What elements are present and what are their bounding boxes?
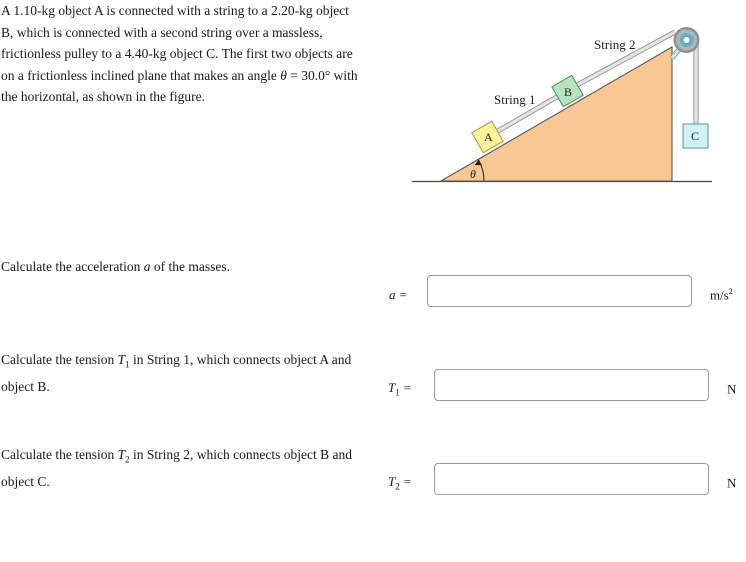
unit-tension-1: N <box>727 381 737 397</box>
tension-1-input[interactable] <box>434 369 709 401</box>
unit-acceleration: $m/s^2$ <box>710 287 733 303</box>
label-t1: $T_1$ = <box>388 380 412 398</box>
block-a-label: A <box>484 130 493 144</box>
incline-plane <box>441 47 672 181</box>
question-tension-1: Calculate the tension $T_1$ in String 1, which connects object A and object B. <box>1 352 352 395</box>
string-2-label: String 2 <box>594 37 636 52</box>
problem-statement: A 1.10-kg object A is connected with a string to a 2.20-kg object B, which is connected with a second string over a massless, frictionless pulley to a 4.40-kg object C. The first two objects are on a frictionless inclined plane that makes an angle θ = 30.0° with the horizontal, as shown in the figure. <box>1 3 358 104</box>
question-acceleration: Calculate the acceleration a of the masses. <box>1 259 231 274</box>
block-c-label: C <box>691 129 700 143</box>
acceleration-input[interactable] <box>427 275 692 307</box>
question-tension-2: Calculate the tension $T_2$ in String 2, which connects object B and object C. <box>1 447 352 490</box>
block-b-label: B <box>564 85 573 99</box>
tension-2-input[interactable] <box>434 463 709 495</box>
theta-label: θ <box>470 167 476 181</box>
string-1-label: String 1 <box>494 92 536 107</box>
theta-symbol: θ <box>280 67 287 83</box>
unit-tension-2: N <box>727 475 737 491</box>
label-t2: $T_2$ = <box>388 474 412 492</box>
pulley <box>674 27 700 53</box>
label-a: a = <box>389 287 407 302</box>
